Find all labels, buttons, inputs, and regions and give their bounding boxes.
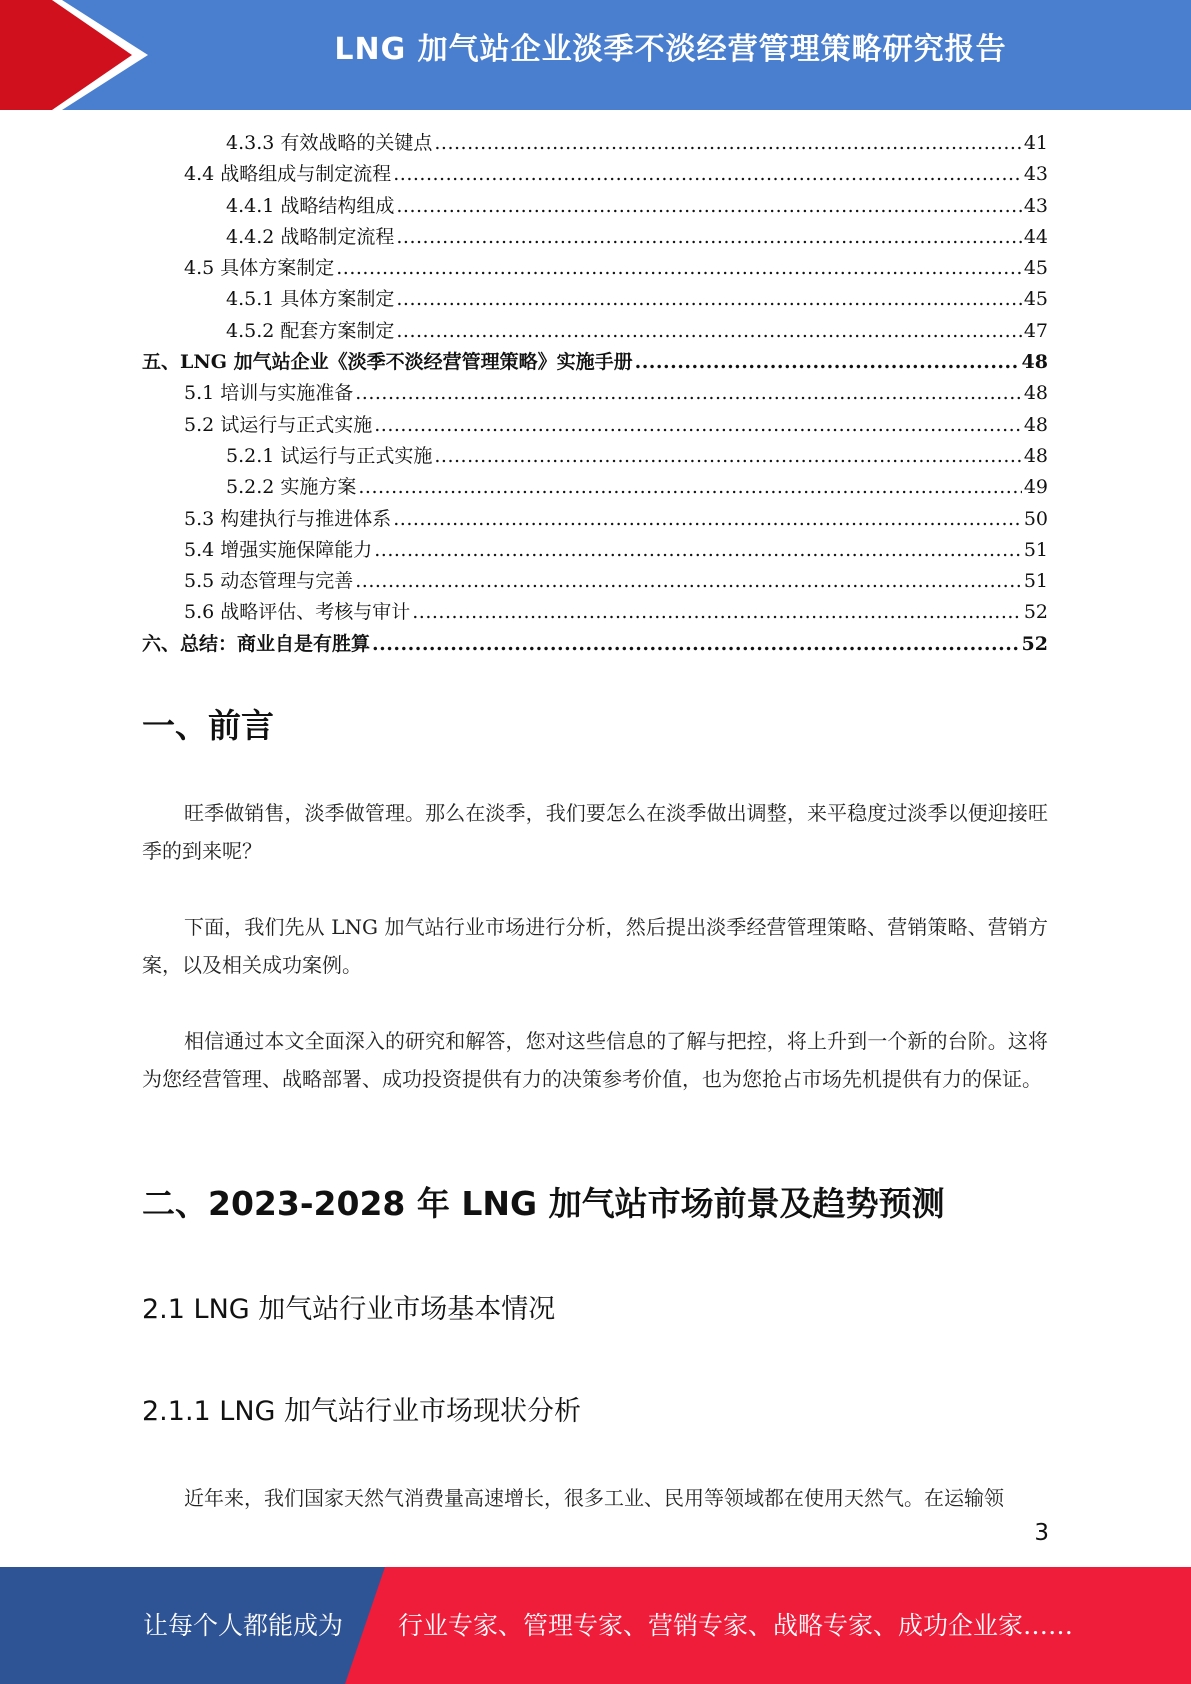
toc-entry-page: 45 (1023, 257, 1048, 280)
toc-entry-page: 52 (1023, 601, 1048, 624)
toc-leader-dots (355, 378, 1022, 409)
toc-entry[interactable] (142, 159, 1048, 190)
toc-leader-dots (635, 347, 1020, 378)
toc-leader-dots (396, 222, 1021, 253)
toc-entry[interactable] (142, 191, 1048, 222)
toc-leader-dots (358, 472, 1021, 503)
toc-leader-dots (434, 128, 1021, 159)
paragraph: 旺季做销售，淡季做管理。那么在淡季，我们要怎么在淡季做出调整，来平稳度过淡季以便迎接旺季的到来呢？ (142, 801, 1048, 863)
toc-entry-page: 52 (1021, 632, 1048, 655)
toc-entry-title: 5.2.1 试运行与正式实施 (226, 444, 433, 467)
toc-entry[interactable] (142, 441, 1048, 472)
toc-entry-title: 5.5 动态管理与完善 (184, 570, 354, 593)
toc-entry-title: 五、LNG 加气站企业《淡季不淡经营管理策略》实施手册 (142, 351, 633, 374)
paragraph: 近年来，我们国家天然气消费量高速增长，很多工业、民用等领域都在使用天然气。在运输领 (184, 1486, 1004, 1510)
toc-entry-page: 51 (1023, 570, 1048, 593)
toc-entry-page: 47 (1023, 319, 1048, 342)
table-of-contents (142, 128, 1048, 660)
toc-entry-page: 48 (1021, 351, 1048, 374)
toc-entry[interactable] (142, 629, 1048, 660)
toc-entry[interactable] (142, 347, 1048, 378)
toc-entry[interactable] (142, 535, 1048, 566)
report-footer (0, 1567, 1191, 1684)
toc-entry-page: 45 (1023, 288, 1048, 311)
toc-entry-page: 48 (1023, 413, 1048, 436)
toc-entry-page: 48 (1023, 382, 1048, 405)
toc-entry[interactable] (142, 410, 1048, 441)
toc-entry-title: 六、总结：商业自是有胜算 (142, 632, 371, 655)
toc-leader-dots (355, 566, 1022, 597)
toc-entry-title: 5.6 战略评估、考核与审计 (184, 601, 411, 624)
toc-leader-dots (393, 159, 1022, 190)
toc-entry[interactable] (142, 253, 1048, 284)
toc-entry[interactable] (142, 222, 1048, 253)
toc-entry-title: 5.2.2 实施方案 (226, 476, 357, 499)
toc-entry[interactable] (142, 128, 1048, 159)
toc-leader-dots (396, 316, 1021, 347)
toc-entry-page: 41 (1023, 132, 1048, 154)
toc-entry-page: 50 (1023, 507, 1048, 530)
toc-leader-dots (336, 253, 1022, 284)
page-number: 3 (1034, 1520, 1049, 1546)
toc-entry[interactable] (142, 284, 1048, 315)
report-title: LNG 加气站企业淡季不淡经营管理策略研究报告 (334, 32, 1007, 67)
toc-entry-title: 4.4.2 战略制定流程 (226, 225, 395, 248)
toc-entry[interactable] (142, 504, 1048, 535)
toc-entry-page: 49 (1023, 476, 1048, 499)
paragraph: 相信通过本文全面深入的研究和解答，您对这些信息的了解与把控，将上升到一个新的台阶。这将为您经营管理、战略部署、成功投资提供有力的决策参考价值，也为您抢占市场先机提供有力的保证。 (142, 1029, 1048, 1091)
paragraph: 下面，我们先从 LNG 加气站行业市场进行分析，然后提出淡季经营管理策略、营销策略、营销方案，以及相关成功案例。 (142, 915, 1048, 977)
toc-entry-title: 4.4.1 战略结构组成 (226, 194, 395, 217)
toc-entry-page: 48 (1023, 444, 1048, 467)
toc-leader-dots (434, 441, 1021, 472)
footer-slogan-right: 行业专家、管理专家、营销专家、战略专家、成功企业家…… (398, 1611, 1074, 1640)
section-heading-preface: 一、前言 (142, 706, 274, 745)
toc-entry-page: 43 (1023, 194, 1048, 217)
toc-entry-title: 4.5.1 具体方案制定 (226, 288, 395, 311)
subsection-heading: 2.1.1 LNG 加气站行业市场现状分析 (142, 1396, 582, 1427)
toc-entry[interactable] (142, 597, 1048, 628)
toc-entry-title: 4.4 战略组成与制定流程 (184, 163, 392, 186)
toc-entry-title: 4.5.2 配套方案制定 (226, 319, 395, 342)
toc-entry-title: 4.5 具体方案制定 (184, 257, 335, 280)
toc-entry[interactable] (142, 566, 1048, 597)
toc-entry-page: 51 (1023, 538, 1048, 561)
section-heading-market: 二、2023-2028 年 LNG 加气站市场前景及趋势预测 (142, 1184, 945, 1223)
toc-leader-dots (396, 284, 1021, 315)
header-chevron-graphic (0, 0, 150, 110)
toc-entry-title: 5.2 试运行与正式实施 (184, 413, 373, 436)
toc-entry-title: 5.1 培训与实施准备 (184, 382, 354, 405)
report-header (0, 0, 1191, 110)
toc-entry-title: 4.3.3 有效战略的关键点 (226, 132, 433, 154)
toc-leader-dots (393, 504, 1022, 535)
footer-slogan-left: 让每个人都能成为 (143, 1611, 344, 1640)
toc-entry-page: 43 (1023, 163, 1048, 186)
toc-leader-dots (374, 535, 1022, 566)
toc-leader-dots (372, 629, 1020, 660)
toc-entry-title: 5.4 增强实施保障能力 (184, 538, 373, 561)
toc-leader-dots (374, 410, 1022, 441)
toc-entry[interactable] (142, 472, 1048, 503)
toc-entry-title: 5.3 构建执行与推进体系 (184, 507, 392, 530)
toc-entry-page: 44 (1023, 225, 1048, 248)
toc-leader-dots (396, 191, 1021, 222)
toc-entry[interactable] (142, 378, 1048, 409)
toc-entry[interactable] (142, 316, 1048, 347)
subsection-heading: 2.1 LNG 加气站行业市场基本情况 (142, 1294, 556, 1325)
toc-leader-dots (412, 597, 1022, 628)
